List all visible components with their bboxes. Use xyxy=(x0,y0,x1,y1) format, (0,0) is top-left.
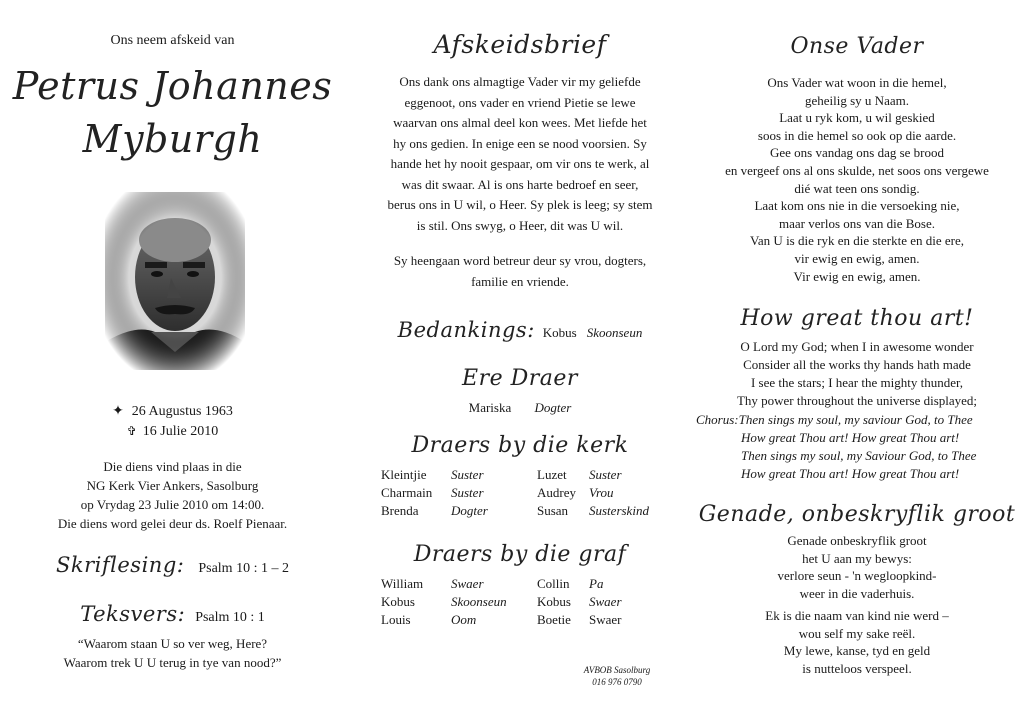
hymn2-title: Genade, onbeskryflik groot xyxy=(698,502,1016,527)
table-row xyxy=(381,575,681,593)
chorus-label: Chorus: xyxy=(696,412,739,427)
bearer-relation: Dogter xyxy=(451,503,488,518)
bearer-name: Susan xyxy=(537,503,569,518)
table-row xyxy=(381,466,681,484)
letter-line: berus ons in U wil, o Heer. Sy plek is leeg; sy stem xyxy=(387,197,653,212)
service-line: Die diens word gelei deur ds. Roelf Pienaar. xyxy=(57,516,288,531)
bearer-name: Louis xyxy=(381,612,411,627)
mourned-line: Sy heengaan word betreur deur sy vrou, dogters, xyxy=(393,253,647,268)
portrait-photo xyxy=(105,192,245,370)
scripture-reading-value: Psalm 10 : 1 – 2 xyxy=(198,561,289,576)
mourned-by xyxy=(350,250,690,292)
hymn1-title: How great thou art! xyxy=(740,306,974,331)
mourned-line: familie en vriende. xyxy=(471,274,569,289)
intro-text: Ons neem afskeid van xyxy=(110,33,235,48)
bearer-relation: Skoonseun xyxy=(451,594,507,609)
chorus-text: Then sings my soul, my saviour God, to Thee xyxy=(738,412,973,427)
bearer-name: William xyxy=(381,576,424,591)
service-line: Die diens vind plaas in die xyxy=(103,459,242,474)
death-row xyxy=(0,422,345,441)
chorus-line xyxy=(696,411,1022,429)
death-date: 16 Julie 2010 xyxy=(142,424,219,439)
right-panel xyxy=(690,0,1024,725)
table-row xyxy=(381,593,681,611)
letter-line: is stil. Ons swyg, o Heer, dit was U wil. xyxy=(416,217,624,233)
service-details xyxy=(0,457,345,533)
hymn-line: weer in die vaderhuis. xyxy=(799,585,915,601)
hymn-line: Genade onbeskryflik groot xyxy=(787,533,927,548)
chorus-line: How great Thou art! How great Thou art! xyxy=(741,466,960,481)
bearer-name: Collin xyxy=(537,576,570,591)
thanks xyxy=(350,318,690,342)
honor-bearer-title: Ere Draer xyxy=(462,366,578,391)
undertaker-phone: 016 976 0790 xyxy=(592,677,642,687)
thanks-name: Kobus xyxy=(542,325,577,340)
quote-line: Waarom trek U U terug in tye van nood?” xyxy=(63,655,282,670)
hymn-line: Consider all the works thy hands hath made xyxy=(743,357,971,372)
text-verse-label: Teksvers: xyxy=(80,602,186,626)
bearer-relation: Swaer xyxy=(589,612,622,627)
thanks-relation: Skoonseun xyxy=(586,325,643,340)
bearer-name: Charmain xyxy=(381,485,433,500)
scripture-reading xyxy=(0,553,345,577)
bearer-relation: Vrou xyxy=(589,485,614,500)
left-panel xyxy=(0,0,345,725)
honor-bearer xyxy=(350,400,690,416)
hymn-line: wou self my sake reël. xyxy=(798,625,916,641)
prayer-line: Laat u ryk kom, u wil geskied xyxy=(779,110,935,126)
verse-quote xyxy=(0,634,345,672)
bearer-relation: Suster xyxy=(451,467,484,482)
prayer-line: en vergeef ons al ons skulde, net soos ons vergewe xyxy=(725,162,989,178)
prayer-line: Van U is die ryk en die sterkte en die ere, xyxy=(749,233,965,249)
bearer-relation: Swaer xyxy=(451,576,484,591)
church-bearers-title: Draers by die kerk xyxy=(411,433,629,458)
bearer-name: Kobus xyxy=(537,594,571,609)
deceased-surname: Myburgh xyxy=(82,117,263,161)
grave-bearers-title: Draers by die graf xyxy=(413,542,627,567)
bearer-relation: Pa xyxy=(589,576,604,591)
prayer-line: Laat kom ons nie in die versoeking nie, xyxy=(754,198,960,214)
cross-icon: ✞ xyxy=(126,424,137,438)
prayer-line: maar verlos ons van die Bose. xyxy=(779,215,935,231)
lords-prayer xyxy=(690,74,1024,285)
service-line: NG Kerk Vier Ankers, Sasolburg xyxy=(86,478,259,493)
undertaker-name: AVBOB Sasolburg xyxy=(583,665,651,675)
hymn-line: het U aan my bewys: xyxy=(802,550,912,566)
letter-title: Afskeidsbrief xyxy=(433,30,607,59)
honor-name: Mariska xyxy=(468,400,512,415)
text-verse xyxy=(0,602,345,626)
birth-row xyxy=(0,402,345,421)
hymn-line: Ek is die naam van kind nie werd – xyxy=(765,608,949,623)
middle-panel xyxy=(350,0,690,725)
honor-relation: Dogter xyxy=(534,400,572,415)
prayer-line: vir ewig en ewig, amen. xyxy=(794,250,920,266)
prayer-line: dié wat teen ons sondig. xyxy=(794,180,920,196)
table-row xyxy=(381,484,681,502)
bearer-name: Luzet xyxy=(537,467,567,482)
bearer-name: Audrey xyxy=(537,485,576,500)
service-line: op Vrydag 23 Julie 2010 om 14:00. xyxy=(80,497,265,512)
deceased-first-names: Petrus Johannes xyxy=(12,64,333,108)
undertaker-footer xyxy=(562,664,672,688)
bearer-relation: Suster xyxy=(451,485,484,500)
prayer-line: Gee ons vandag ons dag se brood xyxy=(769,145,944,161)
hymn1-verse xyxy=(690,338,1024,410)
prayer-line: soos in die hemel so ook op die aarde. xyxy=(757,127,957,143)
bearer-name: Kobus xyxy=(381,594,415,609)
table-row xyxy=(381,611,681,629)
text-verse-value: Psalm 10 : 1 xyxy=(195,610,265,625)
letter-line: was dit swaar. Al is ons harte bedroef en seer, xyxy=(401,176,639,192)
birth-date: 26 Augustus 1963 xyxy=(131,404,233,419)
hymn2-verse2 xyxy=(690,607,1024,677)
quote-line: “Waarom staan U so ver weg, Here? xyxy=(77,636,268,651)
hymn-line: Thy power throughout the universe displayed; xyxy=(736,393,978,408)
hymn1-chorus xyxy=(696,411,1022,483)
prayer-title: Onse Vader xyxy=(790,34,924,59)
prayer-line: Ons Vader wat woon in die hemel, xyxy=(767,75,947,90)
table-row xyxy=(381,502,681,520)
bearer-name: Kleintjie xyxy=(381,467,427,482)
prayer-line: geheilig sy u Naam. xyxy=(805,92,909,108)
letter-line: hy ons gedien. In enige een se nood voorsien. Sy xyxy=(393,135,647,151)
letter-line: waarvan ons almal deel kon wees. Met liefde het xyxy=(393,115,647,130)
letter-line: hande het hy nooit gespaar, om vir ons te werk, al xyxy=(390,156,650,171)
chorus-line: How great Thou art! How great Thou art! xyxy=(741,430,960,445)
hymn-line: My lewe, kanse, tyd en geld xyxy=(783,643,931,658)
hymn-line: I see the stars; I hear the mighty thunder, xyxy=(750,375,964,390)
church-bearers-table xyxy=(381,466,681,520)
hymn-line: O Lord my God; when I in awesome wonder xyxy=(740,339,974,354)
letter-line: Ons dank ons almagtige Vader vir my geliefde xyxy=(399,74,641,89)
hymn-line: verlore seun - 'n wegloopkind- xyxy=(777,568,937,583)
hymn2-verse1 xyxy=(690,532,1024,602)
scripture-reading-label: Skriflesing: xyxy=(56,553,185,577)
bearer-relation: Swaer xyxy=(589,594,622,609)
hymn-line: is nutteloos verspeel. xyxy=(802,660,912,676)
farewell-letter xyxy=(350,72,690,236)
star-icon: ✦ xyxy=(112,404,124,419)
grave-bearers-table xyxy=(381,575,681,629)
bearer-relation: Oom xyxy=(451,612,477,627)
thanks-label: Bedankings: xyxy=(397,318,535,342)
letter-line: eggenoot, ons vader en vriend Pietie se lewe xyxy=(404,94,636,110)
bearer-name: Brenda xyxy=(381,503,419,518)
prayer-line: Vir ewig en ewig, amen. xyxy=(793,268,921,284)
chorus-line: Then sings my soul, my Saviour God, to Thee xyxy=(741,448,977,463)
bearer-name: Boetie xyxy=(537,612,571,627)
bearer-relation: Susterskind xyxy=(589,503,649,518)
bearer-relation: Suster xyxy=(589,467,622,482)
